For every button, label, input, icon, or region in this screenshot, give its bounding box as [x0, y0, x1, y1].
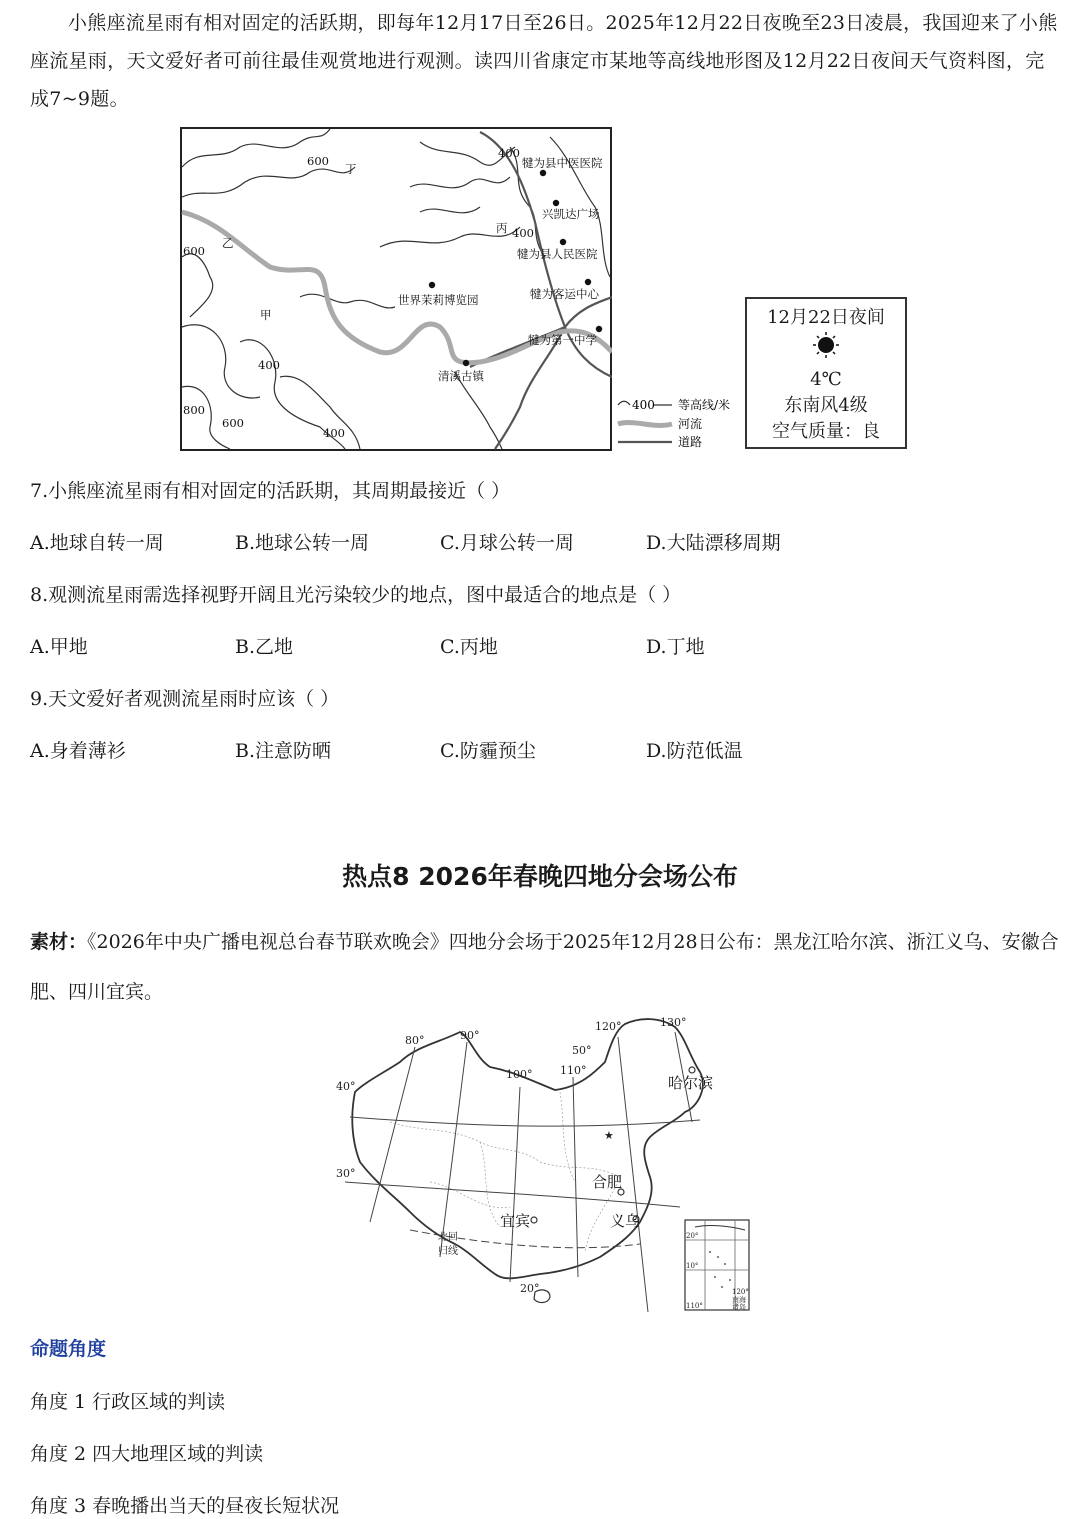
inset-lat-10: 10°: [686, 1262, 699, 1270]
south-china-sea-inset: [685, 1220, 749, 1311]
q9-option-d: D.防范低温: [646, 740, 743, 762]
question-9: 9.天文爱好者观测流星雨时应该（ ）: [30, 688, 340, 710]
q9-option-c: C.防霾预尘: [440, 740, 536, 762]
label-yi: 乙: [222, 236, 234, 250]
legend-contour: 等高线/米: [678, 398, 731, 412]
q8-option-d: D.丁地: [646, 636, 705, 658]
inset-lon-120: 120°: [732, 1288, 749, 1296]
lon-90: 90°: [460, 1029, 480, 1042]
question-7: 7.小熊座流星雨有相对固定的活跃期，其周期最接近（ ）: [30, 480, 511, 502]
sun-icon: [747, 331, 905, 367]
map-legend: [614, 395, 744, 451]
q7-option-d: D.大陆漂移周期: [646, 532, 781, 554]
lon-110: 110°: [560, 1064, 587, 1077]
contour-400-a: 400: [498, 146, 520, 160]
place-xingkaida: 兴凯达广场: [542, 207, 600, 221]
city-yiwu: 义乌: [610, 1212, 641, 1230]
lat-40: 40°: [336, 1080, 356, 1093]
inset-name-1: 南海: [732, 1296, 746, 1304]
city-harbin: 哈尔滨: [668, 1074, 714, 1092]
city-yibin: 宜宾: [500, 1212, 531, 1230]
q7-option-b: B.地球公转一周: [235, 532, 370, 554]
legend-road: 道路: [678, 435, 703, 449]
china-map: [330, 1012, 755, 1314]
lat-20: 20°: [520, 1282, 540, 1295]
contour-400-d: 400: [323, 426, 345, 440]
material-text: 《2026年中央广播电视总台春节联欢晚会》四地分会场于2025年12月28日公布：黑龙江哈尔滨、浙江义乌、安徽合肥、四川宜宾。: [30, 931, 1059, 1003]
tropic-label-2: 归线: [438, 1246, 458, 1257]
intro-paragraph: 小熊座流星雨有相对固定的活跃期，即每年12月17日至26日。2025年12月22日夜晚至23日凌晨，我国迎来了小熊座流星雨，天文爱好者可前往最佳观赏地进行观测。读四川省康定市某地等高线地形图及12月22日夜间天气资料图，完成7~9题。: [30, 12, 1058, 110]
contour-800: 800: [183, 403, 205, 417]
question-8: 8.观测流星雨需选择视野开阔且光污染较少的地点，图中最适合的地点是（ ）: [30, 584, 682, 606]
weather-temp: 4℃: [810, 369, 842, 390]
label-ding: 丁: [345, 162, 357, 176]
place-keyun: 犍为客运中心: [530, 287, 599, 301]
lon-130: 130°: [660, 1016, 687, 1029]
lon-80: 80°: [405, 1034, 425, 1047]
angles-title: 命题角度: [30, 1338, 107, 1360]
beijing-star-icon: ★: [604, 1129, 614, 1142]
q9-option-b: B.注意防晒: [235, 740, 332, 762]
material-paragraph: [30, 917, 1060, 1017]
contour-400-b: 400: [512, 226, 534, 240]
inset-lon-110: 110°: [686, 1302, 703, 1310]
material-label: 素材：: [30, 931, 88, 953]
contour-600-b: 600: [183, 244, 205, 258]
angle-1: 角度 1 行政区域的判读: [30, 1391, 226, 1413]
legend-contour-value: 400: [632, 398, 655, 412]
china-outline: [352, 1019, 703, 1278]
place-molihua: 世界茉莉博览园: [398, 293, 479, 307]
contour-600-c: 600: [222, 416, 244, 430]
label-bing: 丙: [496, 221, 508, 235]
weather-box: [745, 297, 907, 449]
section-title: 热点8 2026年春晚四地分会场公布: [342, 862, 738, 891]
place-zhongyi: 犍为县中医医院: [522, 156, 603, 170]
q8-option-b: B.乙地: [235, 636, 294, 658]
place-renmin: 犍为县人民医院: [517, 247, 598, 261]
weather-air: 空气质量：良: [772, 421, 880, 442]
place-yizhong: 犍为第一中学: [528, 333, 597, 347]
inset-name-2: 诸岛: [732, 1303, 746, 1311]
q8-option-c: C.丙地: [440, 636, 498, 658]
tropic-label-1: 北回: [438, 1232, 458, 1243]
angle-2: 角度 2 四大地理区域的判读: [30, 1443, 264, 1465]
lon-120: 120°: [595, 1020, 622, 1033]
weather-title: 12月22日夜间: [767, 307, 885, 328]
lon-100: 100°: [506, 1068, 533, 1081]
topo-map: [180, 127, 612, 451]
lat-50: 50°: [572, 1044, 592, 1057]
label-jia: 甲: [260, 308, 272, 322]
q7-option-a: A.地球自转一周: [30, 532, 164, 554]
weather-wind: 东南风4级: [784, 395, 868, 416]
legend-river: 河流: [678, 417, 703, 431]
q7-option-c: C.月球公转一周: [440, 532, 574, 554]
lat-30: 30°: [336, 1167, 356, 1180]
q8-option-a: A.甲地: [30, 636, 88, 658]
city-hefei: 合肥: [592, 1173, 623, 1191]
inset-lat-20: 20°: [686, 1232, 699, 1240]
place-qingxi: 清溪古镇: [438, 369, 484, 383]
contour-400-c: 400: [258, 358, 280, 372]
q9-option-a: A.身着薄衫: [30, 740, 126, 762]
angle-3: 角度 3 春晚播出当天的昼夜长短状况: [30, 1495, 340, 1517]
contour-600-a: 600: [307, 154, 329, 168]
